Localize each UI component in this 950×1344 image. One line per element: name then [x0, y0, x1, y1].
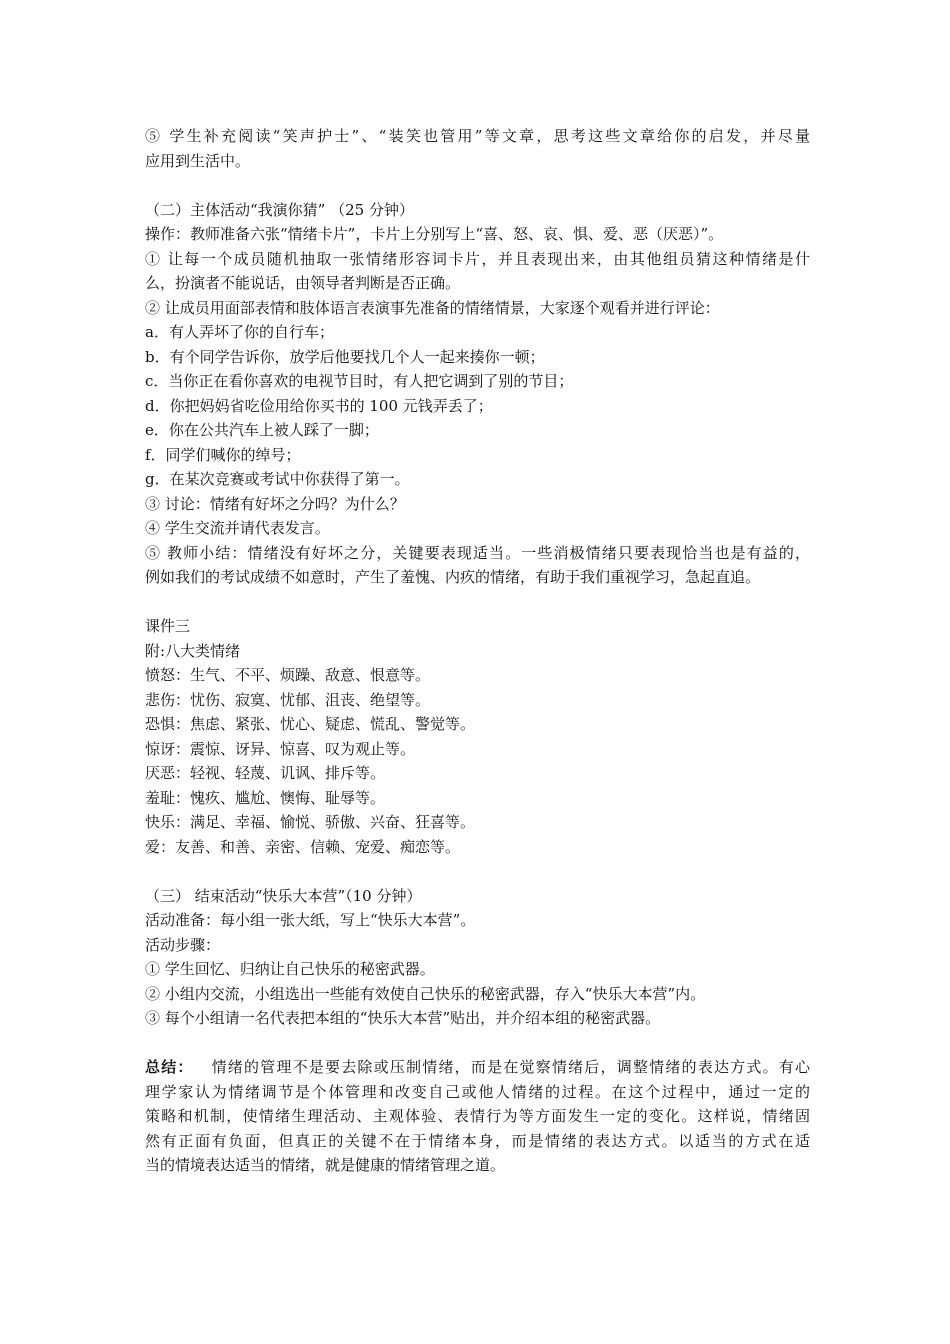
section-2-step-4: ④ 学生交流并请代表发言。 — [145, 519, 330, 537]
section-2-heading: （二）主体活动“我演你猜” （25 分钟） — [145, 200, 414, 219]
summary-line-4: 然有正面有负面，但真正的关键不在于情绪本身，而是情绪的表达方式。以适当的方式在适 — [145, 1131, 810, 1150]
spacer — [145, 1031, 810, 1056]
section-2-step-1-line-2: 么，扮演者不能说话，由领导者判断是否正确。 — [145, 274, 461, 292]
courseware-3-subtitle: 附:八大类情绪 — [145, 641, 241, 660]
scenario-item: g．在某次竞赛或考试中你获得了第一。 — [145, 470, 410, 488]
spacer — [145, 859, 810, 884]
intro-line-2: 应用到生活中。 — [145, 151, 251, 170]
scenario-item: e．你在公共汽车上被人踩了一脚； — [145, 421, 379, 439]
spacer — [145, 173, 810, 198]
emotion-category: 爱：友善、和善、亲密、信赖、宠爱、痴恋等。 — [145, 837, 461, 856]
emotion-category: 羞耻：愧疚、尴尬、懊悔、耻辱等。 — [145, 788, 386, 807]
courseware-3-title: 课件三 — [145, 617, 191, 635]
section-2-operation: 操作：教师准备六张“情绪卡片”，卡片上分别写上“喜、怒、哀、惧、爱、恶（厌恶）”。 — [145, 225, 724, 243]
emotion-category: 愤怒：生气、不平、烦躁、敌意、恨意等。 — [145, 666, 431, 684]
scenario-item: d．你把妈妈省吃俭用给你买书的 100 元钱弄丢了； — [145, 396, 493, 415]
scenario-item: b．有个同学告诉你，放学后他要找几个人一起来揍你一顿； — [145, 347, 545, 366]
section-2-step-3: ③ 讨论：情绪有好坏之分吗？为什么？ — [145, 494, 405, 513]
summary-line-2: 理学家认为情绪调节是个体管理和改变自己或他人情绪的过程。在这个过程中，通过一定的 — [145, 1082, 810, 1101]
emotion-category: 恐惧：焦虑、紧张、忧心、疑虑、慌乱、警觉等。 — [145, 715, 476, 733]
summary-label: 总结： — [145, 1058, 194, 1076]
emotion-category: 厌恶：轻视、轻蔑、讥讽、排斥等。 — [145, 764, 386, 782]
emotion-category: 惊讶：震惊、讶异、惊喜、叹为观止等。 — [145, 739, 416, 758]
section-2-step-1-line-1: ① 让每一个成员随机抽取一张情绪形容词卡片，并且表现出来，由其他组员猜这种情绪是什 — [145, 249, 810, 268]
summary-line-3: 策略和机制，使情绪生理活动、主观体验、表情行为等方面发生一定的变化。这样说，情绪固 — [145, 1107, 810, 1125]
section-3-step: ② 小组内交流，小组选出一些能有效使自己快乐的秘密武器，存入“快乐大本营”内。 — [145, 984, 706, 1003]
scenario-item: f．同学们喊你的绰号； — [145, 445, 301, 464]
section-2-step-5-line-1: ⑤ 教师小结：情绪没有好坏之分，关键要表现适当。一些消极情绪只要表现恰当也是有益的， — [145, 543, 810, 562]
scenario-item: c．当你正在看你喜欢的电视节目时，有人把它调到了别的节目； — [145, 372, 574, 390]
section-2-step-2: ② 让成员用面部表情和肢体语言表演事先准备的情绪情景，大家逐个观看并进行评论： — [145, 298, 720, 317]
intro-line-1: ⑤ 学生补充阅读“笑声护士”、“装笑也管用”等文章，思考这些文章给你的启发，并尽量 — [145, 127, 810, 145]
summary-line-5: 当的情境表达适当的情绪，就是健康的情绪管理之道。 — [145, 1156, 506, 1174]
emotion-category: 快乐：满足、幸福、愉悦、骄傲、兴奋、狂喜等。 — [145, 813, 476, 831]
summary-line-1 — [145, 1055, 810, 1080]
section-3-heading: （三） 结束活动“快乐大本营”（10 分钟） — [145, 886, 422, 905]
section-3-steps-label: 活动步骤： — [145, 935, 221, 954]
section-3-step: ③ 每个小组请一名代表把本组的“快乐大本营”贴出，并介绍本组的秘密武器。 — [145, 1009, 661, 1027]
scenario-item: a．有人弄坏了你的自行车； — [145, 323, 334, 341]
emotion-category: 悲伤：忧伤、寂寞、忧郁、沮丧、绝望等。 — [145, 690, 431, 709]
section-3-prep: 活动准备：每小组一张大纸，写上“快乐大本营”。 — [145, 911, 476, 929]
section-3-step: ① 学生回忆、归纳让自己快乐的秘密武器。 — [145, 960, 435, 978]
document-page — [145, 124, 810, 1178]
section-2-step-5-line-2: 例如我们的考试成绩不如意时，产生了羞愧、内疚的情绪，有助于我们重视学习，急起直追。 — [145, 568, 761, 586]
summary-text-1: 情绪的管理不是要去除或压制情绪，而是在觉察情绪后，调整情绪的表达方式。有心 — [211, 1058, 810, 1076]
spacer — [145, 590, 810, 615]
